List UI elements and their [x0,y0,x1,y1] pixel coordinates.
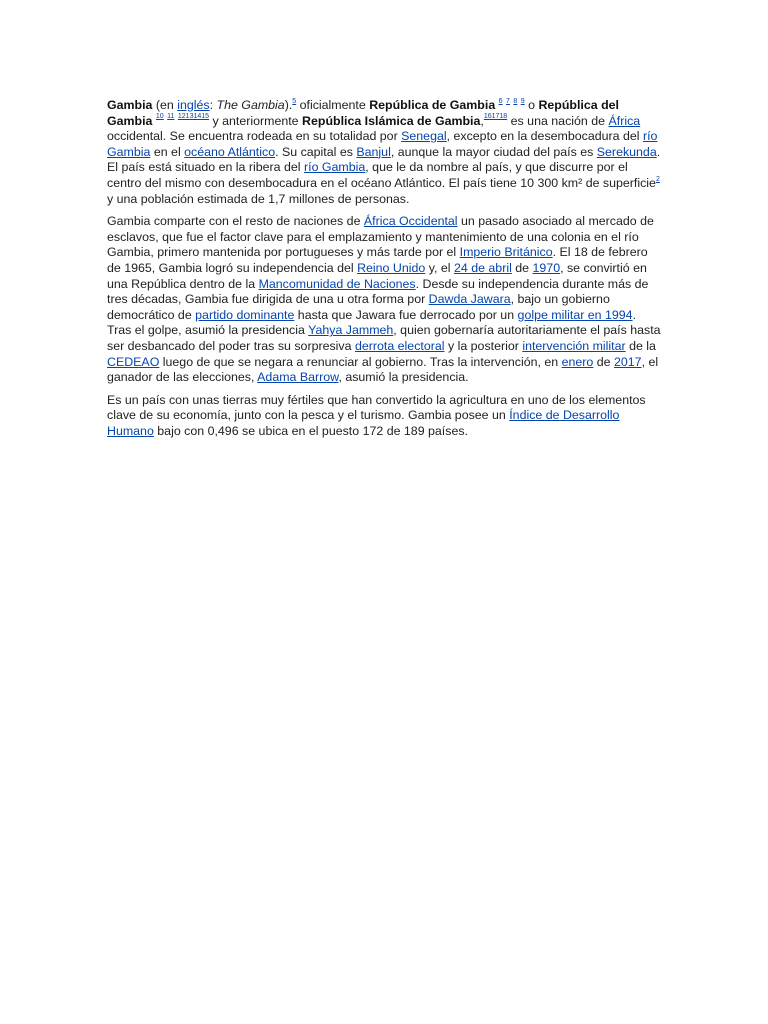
paragraph-text: de [593,354,614,369]
reference-sup [656,176,660,183]
article-link[interactable]: Mancomunidad de Naciones [258,276,416,291]
paragraph-text: y anteriormente [209,113,303,128]
article-paragraph [107,393,663,440]
article-link[interactable]: río Gambia [304,160,366,175]
article-link[interactable]: partido dominante [195,307,295,322]
paragraph-text: de [511,260,533,275]
article-link[interactable]: Senegal [401,129,447,144]
paragraph-text: . Tras el golpe, asumió la presidencia [107,307,637,338]
article-link[interactable]: inglés [177,98,210,112]
paragraph-text: , el ganador de las elecciones, [107,354,659,385]
paragraph-text: y, el [425,260,454,275]
paragraph-text: . El país está situado en la ribera del [107,144,661,175]
article-link[interactable]: Reino Unido [357,260,426,275]
paragraph-text: o [524,98,539,112]
bold-term: República Islámica de Gambia [302,113,481,128]
paragraph-text: (en [152,98,178,112]
article-link[interactable]: Serekunda [596,144,657,159]
paragraph-text: y una población estimada de 1,7 millones de personas. [107,191,410,206]
reference-link[interactable]: 11 [167,113,175,121]
reference-sup [506,98,510,105]
reference-sup [178,113,209,120]
bold-term: República de Gambia [369,98,496,112]
reference-sup [292,98,296,105]
article-link[interactable]: Yahya Jammeh [308,323,394,338]
paragraph-text: en el [150,144,185,159]
paragraph-text: ). [284,98,293,112]
paragraph-text: , se convirtió en una República dentro de la [107,260,647,291]
article-link[interactable]: 2017 [613,354,642,369]
article-link[interactable]: África Occidental [363,214,458,229]
article-link[interactable]: intervención militar [522,338,626,353]
article-paragraph [107,214,663,386]
article-link[interactable]: río Gambia [107,129,658,159]
article-body [107,98,663,446]
reference-sup [156,113,164,120]
reference-sup [167,113,174,120]
paragraph-text: . Desde su independencia durante más de tres décadas, Gambia fue dirigida de una u otra forma por [107,276,649,307]
article-link[interactable]: Índice de Desarrollo Humano [107,408,620,438]
article-link[interactable]: derrota electoral [354,338,445,353]
article-link[interactable]: Adama Barrow [257,370,339,385]
paragraph-text: es una nación de [507,113,609,128]
article-link[interactable]: Imperio Británico [459,245,553,260]
paragraph-text: luego de que se negara a renunciar al gobierno. Tras la intervención, en [159,354,562,369]
article-link[interactable]: África [608,113,641,128]
paragraph-text: hasta que Jawara fue derrocado por un [294,307,518,322]
bold-term: República del Gambia [107,98,619,128]
paragraph-text: Gambia comparte con el resto de naciones de [107,214,364,229]
italic-term: The Gambia [216,98,285,112]
paragraph-text: , excepto en la desembocadura del [446,129,643,144]
paragraph-text: , [480,113,484,128]
reference-link[interactable]: 8 [513,97,518,105]
paragraph-text: un pasado asociado al mercado de esclavos, que fue el factor clave para el emplazamiento y mantenimiento de una colonia en el río Gambia, primero mantenida por portugueses y más tarde por el [107,214,654,260]
paragraph-text: , aunque la mayor ciudad del país es [390,144,597,159]
paragraph-text: bajo con 0,496 se ubica en el puesto 172 de 189 países. [153,423,468,438]
paragraph-text: , quien gobernaría autoritariamente el país hasta ser desbancado del poder tras su sorpresiva [107,323,661,353]
reference-link[interactable]: 161718 [483,113,508,121]
paragraph-text: Es un país con unas tierras muy fértiles que han convertido la agricultura en uno de los elementos clave de su economía, junto con la pesca y el turismo. Gambia posee un [107,392,646,423]
reference-link[interactable]: 5 [292,97,297,105]
article-link[interactable]: 24 de abril [453,260,512,275]
reference-sup [484,113,507,120]
paragraph-text: oficialmente [296,98,370,112]
article-link[interactable]: enero [561,354,594,369]
paragraph-text: . El 18 de febrero de 1965, Gambia logró su independencia del [107,245,648,275]
article-link[interactable]: 1970 [532,260,561,275]
reference-link[interactable]: 12131415 [177,113,210,121]
reference-link[interactable]: 10 [155,113,164,121]
reference-link[interactable]: 6 [498,97,503,105]
paragraph-text: y la posterior [444,338,523,353]
paragraph-text: , asumió la presidencia. [338,370,469,385]
reference-link[interactable]: 7 [506,97,510,105]
paragraph-text: de la [625,338,656,353]
article-link[interactable]: CEDEAO [107,354,160,369]
paragraph-text: : [209,98,217,112]
paragraph-text: , que le da nombre al país, y que discurre por el centro del mismo con desembocadura en el océano Atlántico. El país tiene 10 300 km² de superficie [107,160,656,190]
article-link[interactable]: Dawda Jawara [428,292,511,307]
bold-term: Gambia [107,98,153,112]
reference-sup [513,98,517,105]
reference-sup [521,98,525,105]
article-link[interactable]: océano Atlántico [184,144,276,159]
reference-link[interactable]: 2 [655,175,660,183]
reference-sup [499,98,503,105]
paragraph-text: , bajo un gobierno democrático de [107,292,610,322]
paragraph-text: . Su capital es [275,144,357,159]
reference-link[interactable]: 9 [520,97,525,105]
paragraph-text: occidental. Se encuentra rodeada en su totalidad por [107,129,402,144]
article-link[interactable]: Banjul [356,144,391,159]
article-link[interactable]: golpe militar en 1994 [517,307,633,322]
article-paragraph [107,98,663,207]
